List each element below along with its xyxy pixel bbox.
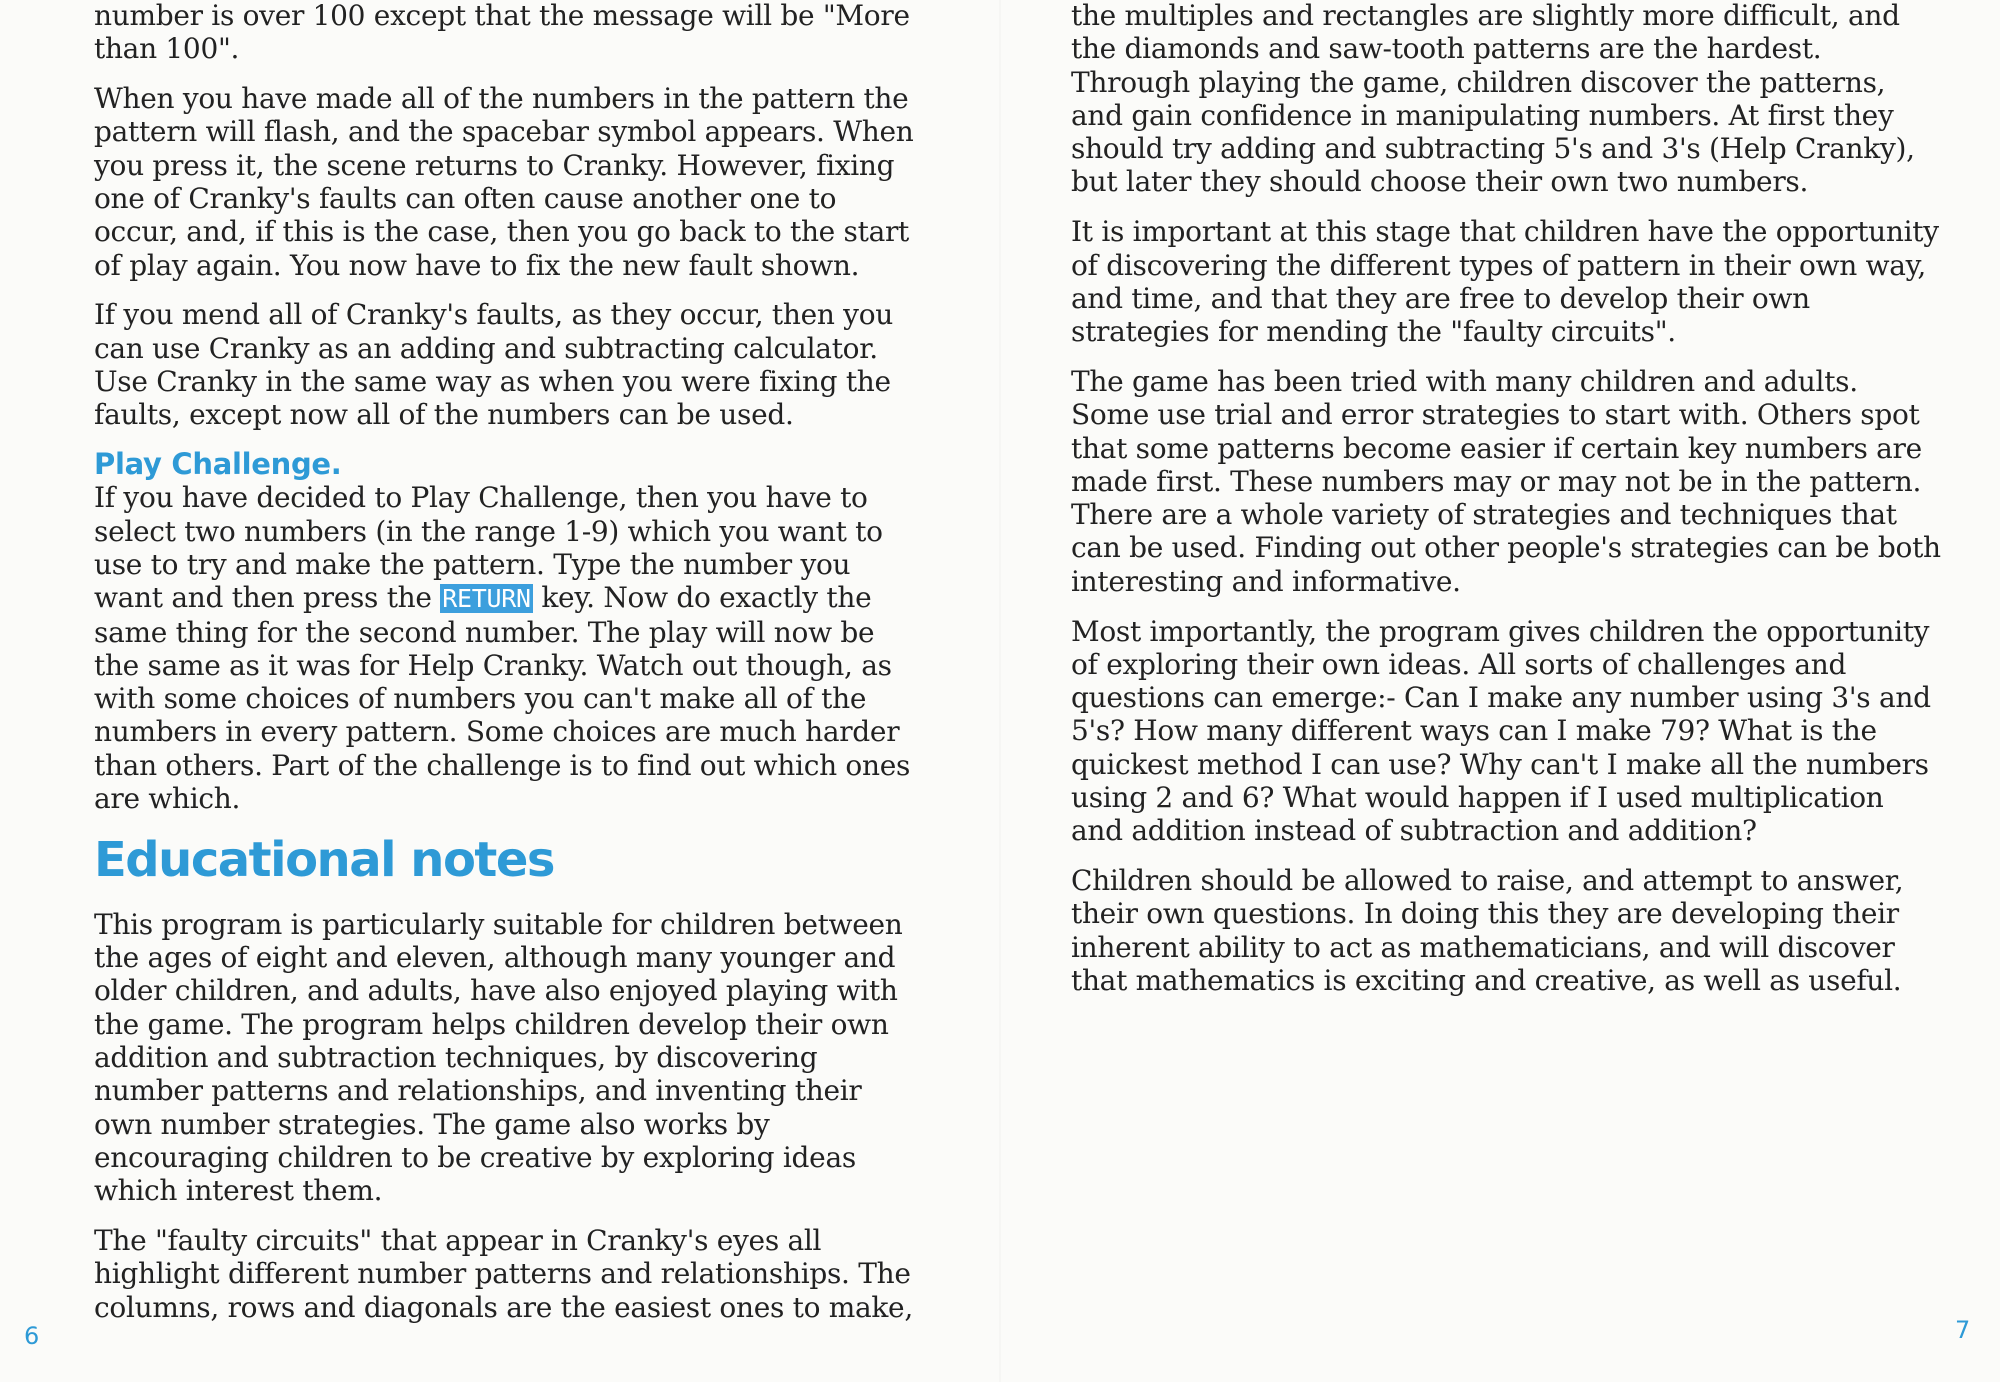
right-paragraph-5: Children should be allowed to raise, and attempt to answer, their own questions. In doing this they are developing their inherent ability to act as mathematicians, and will discover that mathematics is exciting and creative, as well as useful. xyxy=(1071,864,1904,998)
right-paragraph-3: The game has been tried with many children and adults. Some use trial and error strategies to start with. Others spot that some patterns become easier if certain key numbers are made first. These numbers may or may not be in the pattern. There are a whole variety of strategies and techniques that can be used. Finding out other people's strategies can be both interesting and informative. xyxy=(1071,364,1941,598)
right-paragraph-2: It is important at this stage that children have the opportunity of discovering the different types of pattern in their own way, and time, and that they are free to develop their own strategies for mending the "faulty circuits". xyxy=(1071,215,1939,349)
para4-text-after-key: key. Now do exactly the same thing for the second number. The play will now be the same as it was for Help Cranky. Watch out though, as with some choices of numbers you can't make all of the numbers in every pattern. Some choices are much harder than others. Part of the challenge is to find out which ones are which. xyxy=(94,581,911,816)
left-paragraph-1: number is over 100 except that the message will be "More than 100". xyxy=(94,0,910,66)
right-paragraph-1: the multiples and rectangles are slightly more difficult, and the diamonds and saw-tooth patterns are the hardest. Through playing the game, children discover the patterns, and gain confidence in manipulating numbers. At first they should try adding and subtracting 5's and 3's (Help Cranky), but later they should choose their own two numbers. xyxy=(1071,0,1915,199)
left-paragraph-3: If you mend all of Cranky's faults, as they occur, then you can use Cranky as an adding and subtracting calculator. Use Cranky in the same way as when you were fixing the faults, except now all of the numbers can be used. xyxy=(94,298,893,432)
left-text-column xyxy=(94,0,924,1340)
play-challenge-subheading: Play Challenge. xyxy=(94,447,342,482)
left-paragraph-2: When you have made all of the numbers in the pattern the pattern will flash, and the spacebar symbol appears. When you press it, the scene returns to Cranky. However, fixing one of Cranky's faults can often cause another one to occur, and, if this is the case, then you go back to the start of play again. You now have to fix the new fault shown. xyxy=(94,82,914,282)
return-key-symbol: RETURN xyxy=(442,584,531,614)
right-text-column xyxy=(1071,0,1941,1014)
page-number-left: 6 xyxy=(24,1322,40,1350)
left-paragraph-5: This program is particularly suitable for children between the ages of eight and eleven, although many younger and older children, and adults, have also enjoyed playing with the game. The program helps children develop their own addition and subtraction techniques, by discovering number patterns and relationships, and inventing their own number strategies. The game also works by encouraging children to be creative by exploring ideas which interest them. xyxy=(94,907,903,1208)
right-paragraph-4: Most importantly, the program gives children the opportunity of exploring their own ideas. All sorts of challenges and questions can emerge:- Can I make any number using 3's and 5's? How many different ways can I make 79? What is the quickest method I can use? Why can't I make all the numbers using 2 and 6? What would happen if I used multiplication and addition instead of subtraction and addition? xyxy=(1071,614,1931,848)
left-paragraph-6: The "faulty circuits" that appear in Cranky's eyes all highlight different number patterns and relationships. The columns, rows and diagonals are the easiest ones to make, xyxy=(94,1224,913,1324)
right-page xyxy=(1000,0,2000,1382)
para4-text-before-key: If you have decided to Play Challenge, then you have to select two numbers (in the range 1-9) which you want to use to try and make the pattern. Type the number you want and then press the xyxy=(94,481,883,615)
page-number-right: 7 xyxy=(1955,1316,1971,1344)
left-paragraph-4 xyxy=(94,481,924,815)
educational-notes-heading: Educational notes xyxy=(94,831,554,888)
